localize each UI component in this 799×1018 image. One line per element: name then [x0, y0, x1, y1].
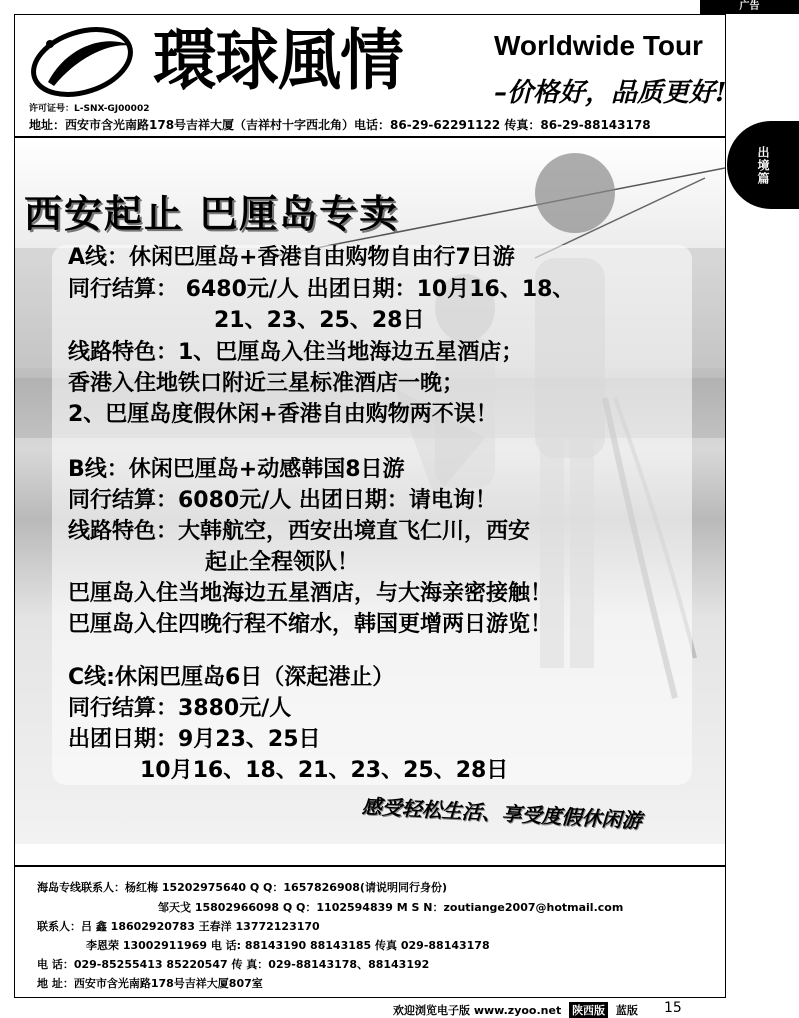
website-note: 欢迎浏览电子版 www.zyoo.net	[393, 1004, 562, 1017]
globe-logo-icon	[28, 24, 136, 100]
route-line: A线：休闲巴厘岛+香港自由购物自由行7日游	[68, 245, 515, 270]
route-line: 线路特色：1、巴厘岛入住当地海边五星酒店；	[68, 340, 524, 365]
section-tab	[727, 121, 799, 209]
ad-label: 广告	[700, 0, 799, 14]
contact-line: 联系人：吕 鑫 18602920783 王春洋 13772123170	[37, 920, 320, 933]
brand-name-english: Worldwide Tour	[494, 30, 703, 61]
header-address: 地址：西安市含光南路178号吉祥大厦（吉祥村十字西北角）电话：86-29-62291122 传真：86-29-88143178	[29, 118, 651, 132]
route-line: 同行结算： 6480元/人 出团日期：10月16、18、	[68, 277, 575, 302]
route-line: B线：休闲巴厘岛+动感韩国8日游	[68, 457, 405, 482]
page-number: 15	[664, 1000, 682, 1016]
footer-divider	[14, 865, 726, 867]
route-line: 起止全程领队！	[205, 550, 360, 575]
hero-slogan: 感受轻松生活、享受度假休闲游	[361, 794, 643, 833]
route-line: 出团日期：9月23、25日	[68, 727, 321, 752]
license-number: 许可证号：L-SNX-GJ00002	[29, 104, 150, 114]
route-line: 巴厘岛入住当地海边五星酒店，与大海亲密接触！	[68, 581, 553, 606]
route-line: 巴厘岛入住四晚行程不缩水，韩国更增两日游览！	[68, 612, 553, 637]
route-line: C线:休闲巴厘岛6日（深起港止）	[68, 665, 395, 690]
bottom-bar	[393, 1002, 638, 1018]
brand-slogan: –价格好，品质更好!	[494, 78, 727, 108]
edition-badge: 陕西版	[569, 1002, 608, 1018]
route-line: 同行结算：6080元/人 出团日期：请电询！	[68, 488, 497, 513]
route-line: 2、巴厘岛度假休闲+香港自由购物两不误！	[68, 402, 498, 427]
route-line: 10月16、18、21、23、25、28日	[140, 758, 509, 783]
route-line: 21、23、25、28日	[214, 308, 425, 333]
route-line: 线路特色：大韩航空，西安出境直飞仁川，西安	[68, 519, 531, 544]
contact-line: 电 话：029-85255413 85220547 传 真：029-88143178、88143192	[37, 958, 430, 971]
brand-name-chinese: 環球風情	[153, 21, 403, 99]
hero-title: 西安起止 巴厘岛专卖	[24, 191, 400, 236]
edition-label: 蓝版	[615, 1004, 638, 1017]
contact-line: 邹天戈 15802966098 Q Q：1102594839 M S N：zoutiange2007@hotmail.com	[158, 901, 624, 914]
contact-line: 海岛专线联系人：杨红梅 15202975640 Q Q：1657826908(请说明同行身份)	[37, 881, 447, 894]
section-tab-label: 出境篇	[756, 145, 770, 185]
route-line: 香港入住地铁口附近三星标准酒店一晚；	[68, 371, 465, 396]
route-line: 同行结算：3880元/人	[68, 696, 292, 721]
contact-line: 地 址：西安市含光南路178号吉祥大厦807室	[37, 977, 263, 990]
contact-line: 李恩荣 13002911969 电 话: 88143190 88143185 传真 029-88143178	[86, 939, 490, 952]
